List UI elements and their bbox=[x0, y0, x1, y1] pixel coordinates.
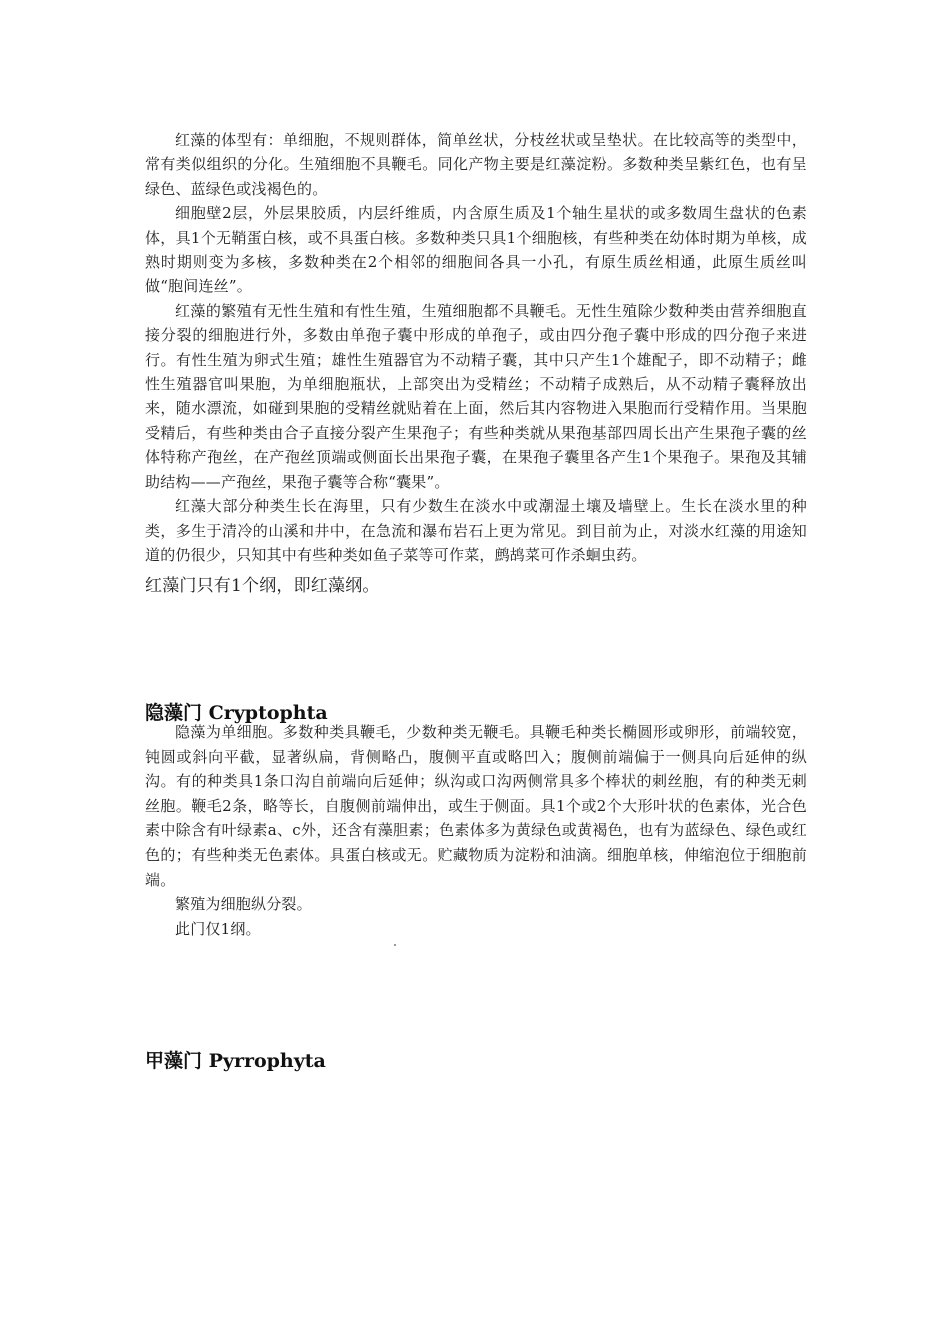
cryptophyta-text-block bbox=[145, 720, 807, 941]
paragraph-body-form: 红藻的体型有：单细胞，不规则群体，简单丝状，分枝丝状或呈垫状。在比较高等的类型中，常有类似组织的分化。生殖细胞不具鞭毛。同化产物主要是红藻淀粉。多数种类呈紫红色，也有呈绿色、蓝绿色或浅褐色的。 bbox=[145, 131, 807, 198]
paragraph-cryptophyta-reproduction: 繁殖为细胞纵分裂。 bbox=[175, 895, 312, 914]
paragraph-habitat: 红藻大部分种类生长在海里，只有少数生在淡水中或潮湿土壤及墙壁上。生长在淡水里的种类，多生于清冷的山溪和井中，在急流和瀑布岩石上更为常见。到目前为止，对淡水红藻的用途知道的仍很少，只知其中有些种类如鱼子菜等可作菜，鹧鸪菜可作杀蛔虫药。 bbox=[145, 497, 807, 564]
section-heading-cryptophyta: 隐藻门 Cryptophta bbox=[145, 702, 328, 724]
paragraph-cell-structure: 细胞壁2层，外层果胶质，内层纤维质，内含原生质及1个轴生星状的或多数周生盘状的色素体，具1个无鞘蛋白核，或不具蛋白核。多数种类只具1个细胞核，有些种类在幼体时期为单核，成熟时期则变为多核，多数种类在2个相邻的细胞间各具一小孔，有原生质丝相通，此原生质丝叫做“胞间连丝”。 bbox=[145, 204, 807, 296]
paragraph-cryptophyta-class: 此门仅1纲。 bbox=[175, 919, 261, 938]
section-heading-pyrrophyta: 甲藻门 Pyrrophyta bbox=[145, 1050, 326, 1072]
paragraph-cryptophyta-description: 隐藻为单细胞。多数种类具鞭毛，少数种类无鞭毛。具鞭毛种类长椭圆形或卵形，前端较宽，钝圆或斜向平截，显著纵扁，背侧略凸，腹侧平直或略凹入；腹侧前端偏于一侧具向后延伸的纵沟。有的种类具1条口沟自前端向后延伸；纵沟或口沟两侧常具多个棒状的刺丝胞，有的种类无刺丝胞。鞭毛2条，略等长，自腹侧前端伸出，或生于侧面。具1个或2个大形叶状的色素体，光合色素中除含有叶绿素a、c外，还含有藻胆素；色素体多为黄绿色或黄褐色，也有为蓝绿色、绿色或红色的；有些种类无色素体。具蛋白核或无。贮藏物质为淀粉和油滴。细胞单核，伸缩泡位于细胞前端。 bbox=[145, 723, 807, 889]
red-algae-closing-line: 红藻门只有1个纲，即红藻纲。 bbox=[145, 576, 380, 597]
red-algae-text-block bbox=[145, 128, 807, 599]
paragraph-reproduction: 红藻的繁殖有无性生殖和有性生殖，生殖细胞都不具鞭毛。无性生殖除少数种类由营养细胞直接分裂的细胞进行外，多数由单孢子囊中形成的单孢子，或由四分孢子囊中形成的四分孢子来进行。有性生殖为卵式生殖；雄性生殖器官为不动精子囊，其中只产生1个雄配子，即不动精子；雌性生殖器官叫果胞，为单细胞瓶状，上部突出为受精丝；不动精子成熟后，从不动精子囊释放出来，随水漂流，如碰到果胞的受精丝就贴着在上面，然后其内容物进入果胞而行受精作用。当果胞受精后，有些种类由合子直接分裂产生果孢子；有些种类就从果孢基部四周长出产生果孢子囊的丝体特称产孢丝，在产孢丝顶端或侧面长出果孢子囊，在果孢子囊里各产生1个果孢子。果孢及其辅助结构——产孢丝，果孢子囊等合称“囊果”。 bbox=[145, 301, 807, 491]
scan-speck bbox=[394, 944, 396, 946]
